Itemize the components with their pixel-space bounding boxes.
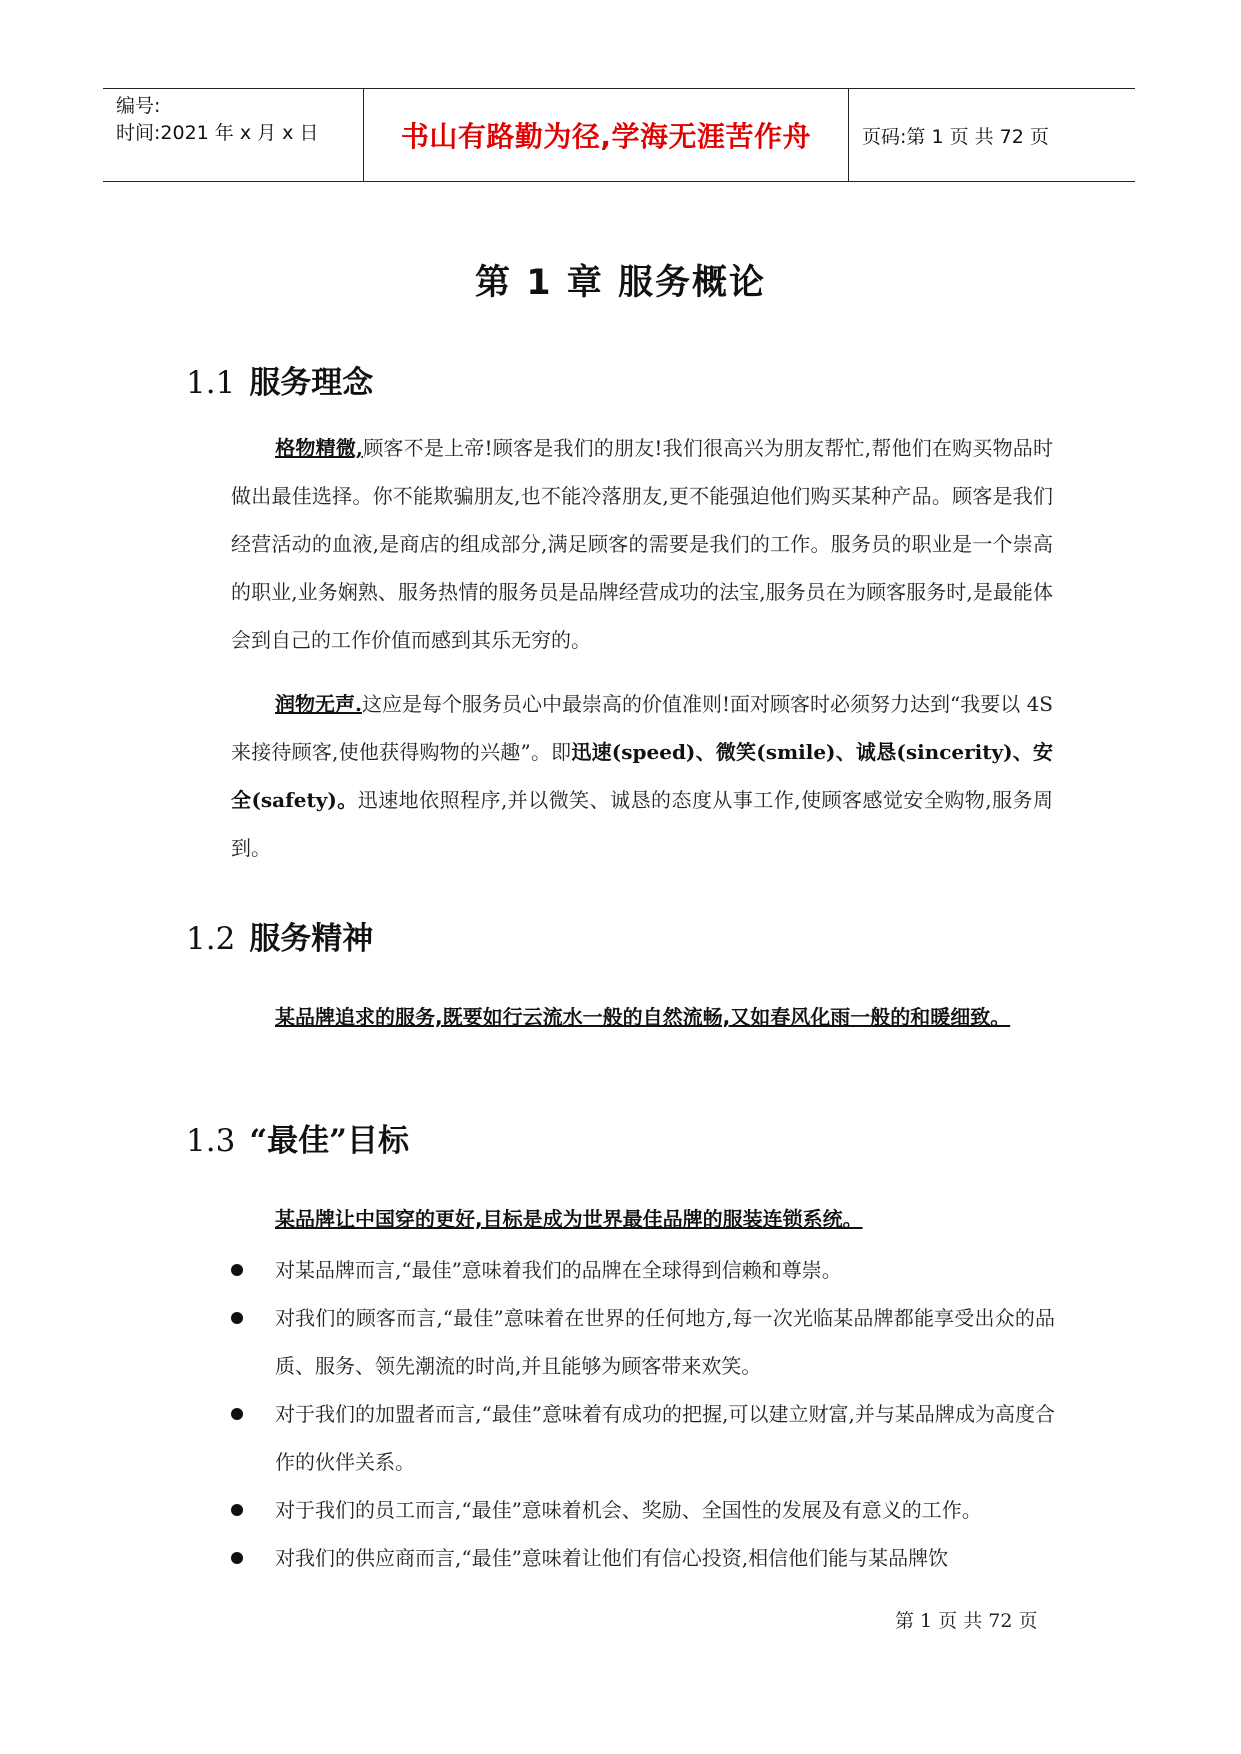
section-heading-1-2 <box>186 913 373 958</box>
header-info-cell <box>103 89 364 181</box>
time-label: 时间:2021 年 x 月 x 日 <box>116 122 319 144</box>
section-heading-1-1 <box>186 357 373 402</box>
paragraph-bold-4s: 迅速(speed)、微笑(smile)、诚恳(sincerity)、安全(safety)。 <box>231 740 1053 812</box>
goal-bullet-list <box>231 1246 1055 1582</box>
number-label: 编号: <box>116 95 161 117</box>
service-spirit-statement: 某品牌追求的服务,既要如行云流水一般的自然流畅,又如春风化雨一般的和暖细致。 <box>275 1005 1011 1029</box>
bullet-icon <box>231 1552 243 1564</box>
paragraph-text-end: 迅速地依照程序,并以微笑、诚恳的态度从事工作,使顾客感觉安全购物,服务周到。 <box>231 788 1053 860</box>
header-motto: 书山有路勤为径,学海无涯苦作舟 <box>364 89 849 181</box>
paragraph-4s <box>231 680 1053 872</box>
section-title-text: 服务精神 <box>249 921 374 957</box>
header-table <box>103 88 1135 182</box>
section-number: 1.1 <box>186 365 236 401</box>
section-number: 1.3 <box>186 1123 236 1159</box>
section-heading-1-3 <box>186 1115 409 1160</box>
bullet-icon <box>231 1408 243 1420</box>
chapter-title: 第 1 章 服务概论 <box>475 263 766 303</box>
section-title-text: “最佳”目标 <box>249 1123 409 1159</box>
paragraph-lead: 润物无声. <box>275 692 362 716</box>
bullet-icon <box>231 1504 243 1516</box>
section-title-text: 服务理念 <box>249 365 374 401</box>
paragraph-service-philosophy <box>231 424 1053 664</box>
list-item: 对我们的顾客而言,“最佳”意味着在世界的任何地方,每一次光临某品牌都能享受出众的品质、服务、领先潮流的时尚,并且能够为顾客带来欢笑。 <box>231 1294 1055 1390</box>
header-page-label: 页码:第 1 页 共 72 页 <box>862 125 1049 148</box>
paragraph-text: 顾客不是上帝!顾客是我们的朋友!我们很高兴为朋友帮忙,帮他们在购买物品时做出最佳选择。你不能欺骗朋友,也不能冷落朋友,更不能强迫他们购买某种产品。顾客是我们经营活动的血液,是商店的组成部分,满足顾客的需要是我们的工作。服务员的职业是一个崇高的职业,业务娴熟、服务热情的服务员是品牌经营成功的法宝,服务员在为顾客服务时,是最能体会到自己的工作价值而感到其乐无穷的。 <box>231 436 1053 652</box>
paragraph-text: 这应是每个服务员心中最崇高的价值准则!面对顾客时必须努力达到“我要以 4S 来接待顾客,使他获得购物的兴趣”。即 <box>231 692 1054 764</box>
bullet-icon <box>231 1312 243 1324</box>
bullet-icon <box>231 1264 243 1276</box>
paragraph-lead: 格物精微, <box>275 436 364 460</box>
list-item: 对于我们的加盟者而言,“最佳”意味着有成功的把握,可以建立财富,并与某品牌成为高度合作的伙伴关系。 <box>231 1390 1055 1486</box>
section-number: 1.2 <box>186 921 236 957</box>
goal-statement: 某品牌让中国穿的更好,目标是成为世界最佳品牌的服装连锁系统。 <box>275 1207 863 1231</box>
list-item: 对我们的供应商而言,“最佳”意味着让他们有信心投资,相信他们能与某品牌饮 <box>231 1534 1055 1582</box>
list-item: 对于我们的员工而言,“最佳”意味着机会、奖励、全国性的发展及有意义的工作。 <box>231 1486 1055 1534</box>
page-footer: 第 1 页 共 72 页 <box>895 1610 1038 1632</box>
list-item: 对某品牌而言,“最佳”意味着我们的品牌在全球得到信赖和尊崇。 <box>231 1246 1055 1294</box>
